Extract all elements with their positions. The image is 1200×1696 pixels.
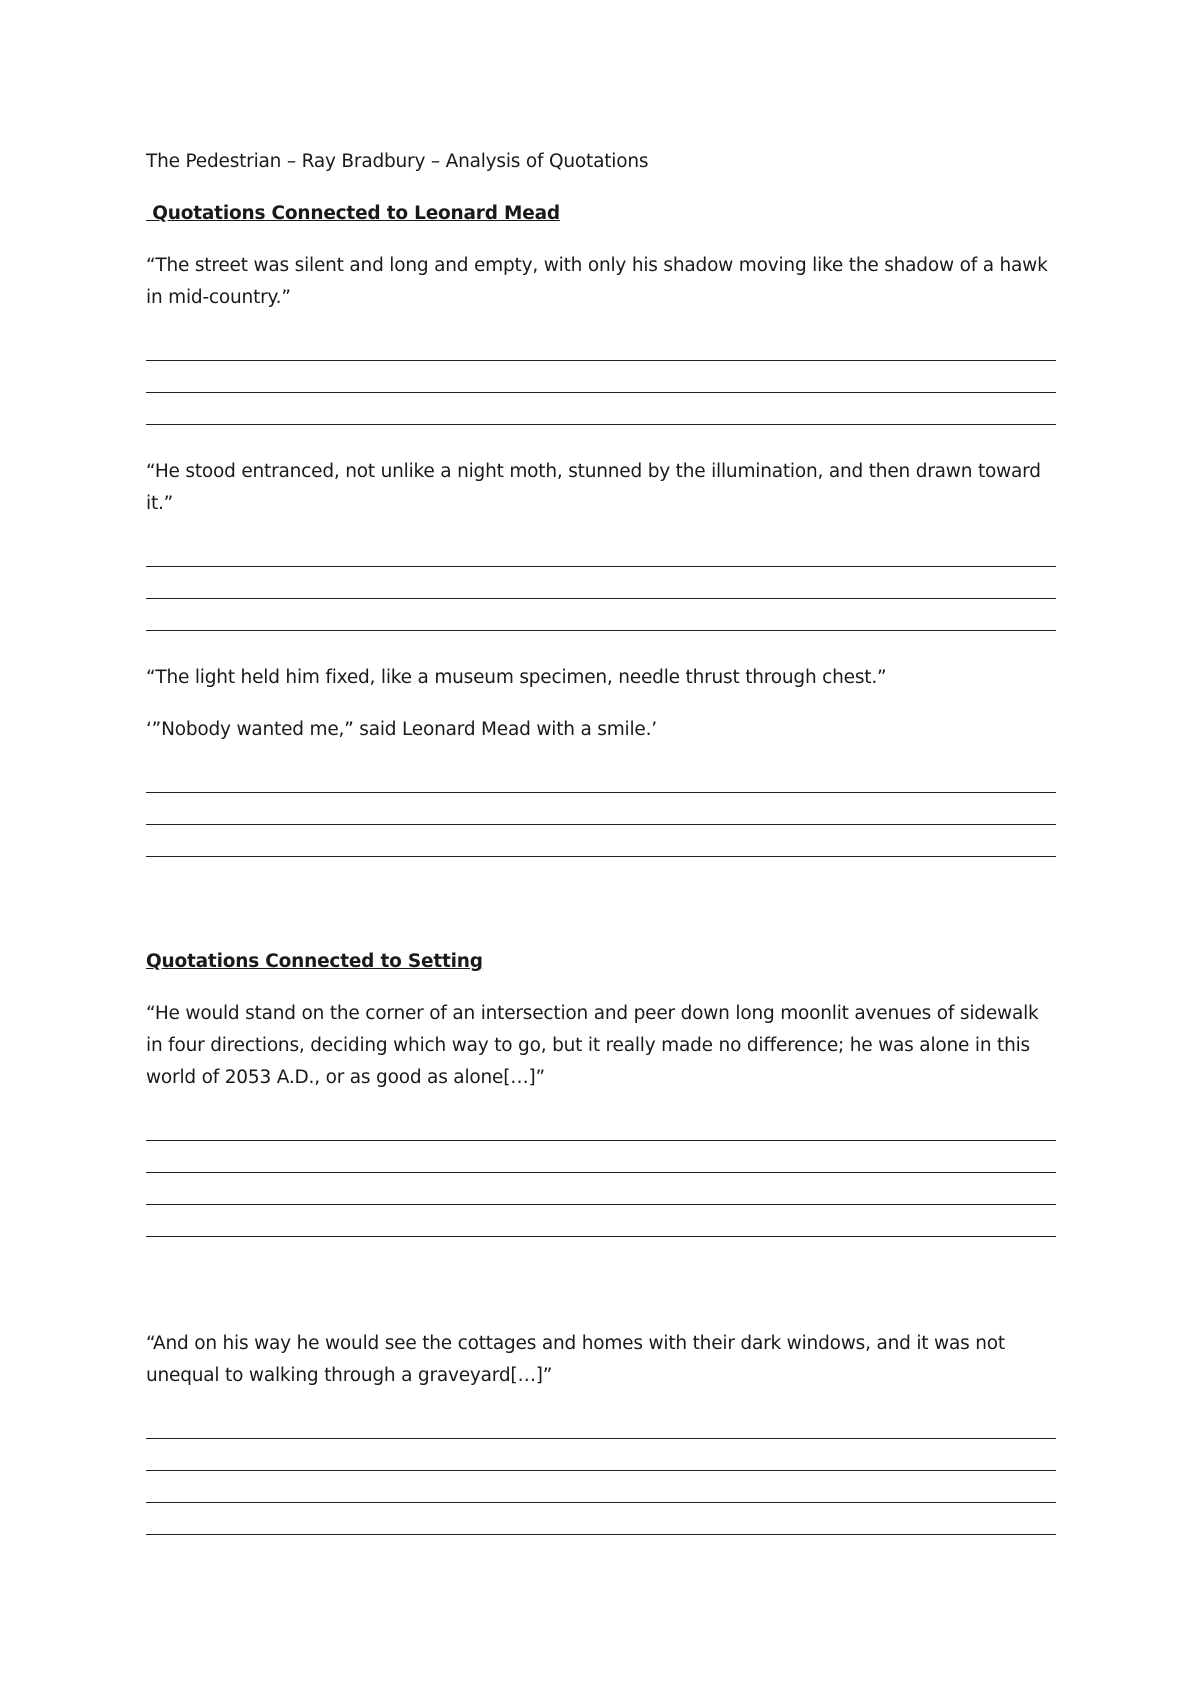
answer-line[interactable]: [146, 1508, 1056, 1540]
quote-night-moth: “He stood entranced, not unlike a night moth, stunned by the illumination, and then drawn toward it.”: [146, 461, 1041, 514]
answer-line[interactable]: [146, 366, 1056, 398]
answer-line[interactable]: [146, 604, 1056, 636]
answer-line[interactable]: [146, 1444, 1056, 1476]
quote-nobody-wanted-me: ‘”Nobody wanted me,” said Leonard Mead with a smile.’: [146, 719, 657, 740]
answer-line[interactable]: [146, 1476, 1056, 1508]
document-body: [146, 146, 1056, 1566]
answer-line[interactable]: [146, 798, 1056, 830]
answer-line[interactable]: [146, 830, 1056, 862]
quote-museum-specimen: “The light held him fixed, like a museum specimen, needle thrust through chest.”: [146, 667, 887, 688]
answer-line[interactable]: [146, 1114, 1056, 1146]
answer-lines: [146, 766, 1056, 862]
quote-graveyard: “And on his way he would see the cottages and homes with their dark windows, and it was not unequal to walking through a graveyard[…]”: [146, 1333, 1005, 1386]
answer-lines: [146, 1412, 1056, 1540]
answer-lines: [146, 1114, 1056, 1242]
quote-intersection: “He would stand on the corner of an intersection and peer down long moonlit avenues of sidewalk in four directions, deciding which way to go, but it really made no difference; he was alone in this world of 2053 A.D., or as good as alone[…]”: [146, 1003, 1039, 1088]
answer-line[interactable]: [146, 572, 1056, 604]
spacer: [146, 888, 1056, 946]
section-heading-leonard-mead: Quotations Connected to Leonard Mead: [146, 203, 560, 224]
answer-line[interactable]: [146, 1210, 1056, 1242]
section-heading-setting: Quotations Connected to Setting: [146, 951, 483, 972]
answer-lines: [146, 540, 1056, 636]
answer-line[interactable]: [146, 334, 1056, 366]
answer-lines: [146, 334, 1056, 430]
answer-line[interactable]: [146, 1178, 1056, 1210]
spacer: [146, 1268, 1056, 1328]
answer-line[interactable]: [146, 540, 1056, 572]
answer-line[interactable]: [146, 1146, 1056, 1178]
answer-line[interactable]: [146, 1412, 1056, 1444]
quote-shadow-of-hawk: “The street was silent and long and empty, with only his shadow moving like the shadow of a hawk in mid-country.”: [146, 255, 1048, 308]
answer-line[interactable]: [146, 766, 1056, 798]
answer-line[interactable]: [146, 398, 1056, 430]
document-title: The Pedestrian – Ray Bradbury – Analysis of Quotations: [146, 151, 649, 172]
